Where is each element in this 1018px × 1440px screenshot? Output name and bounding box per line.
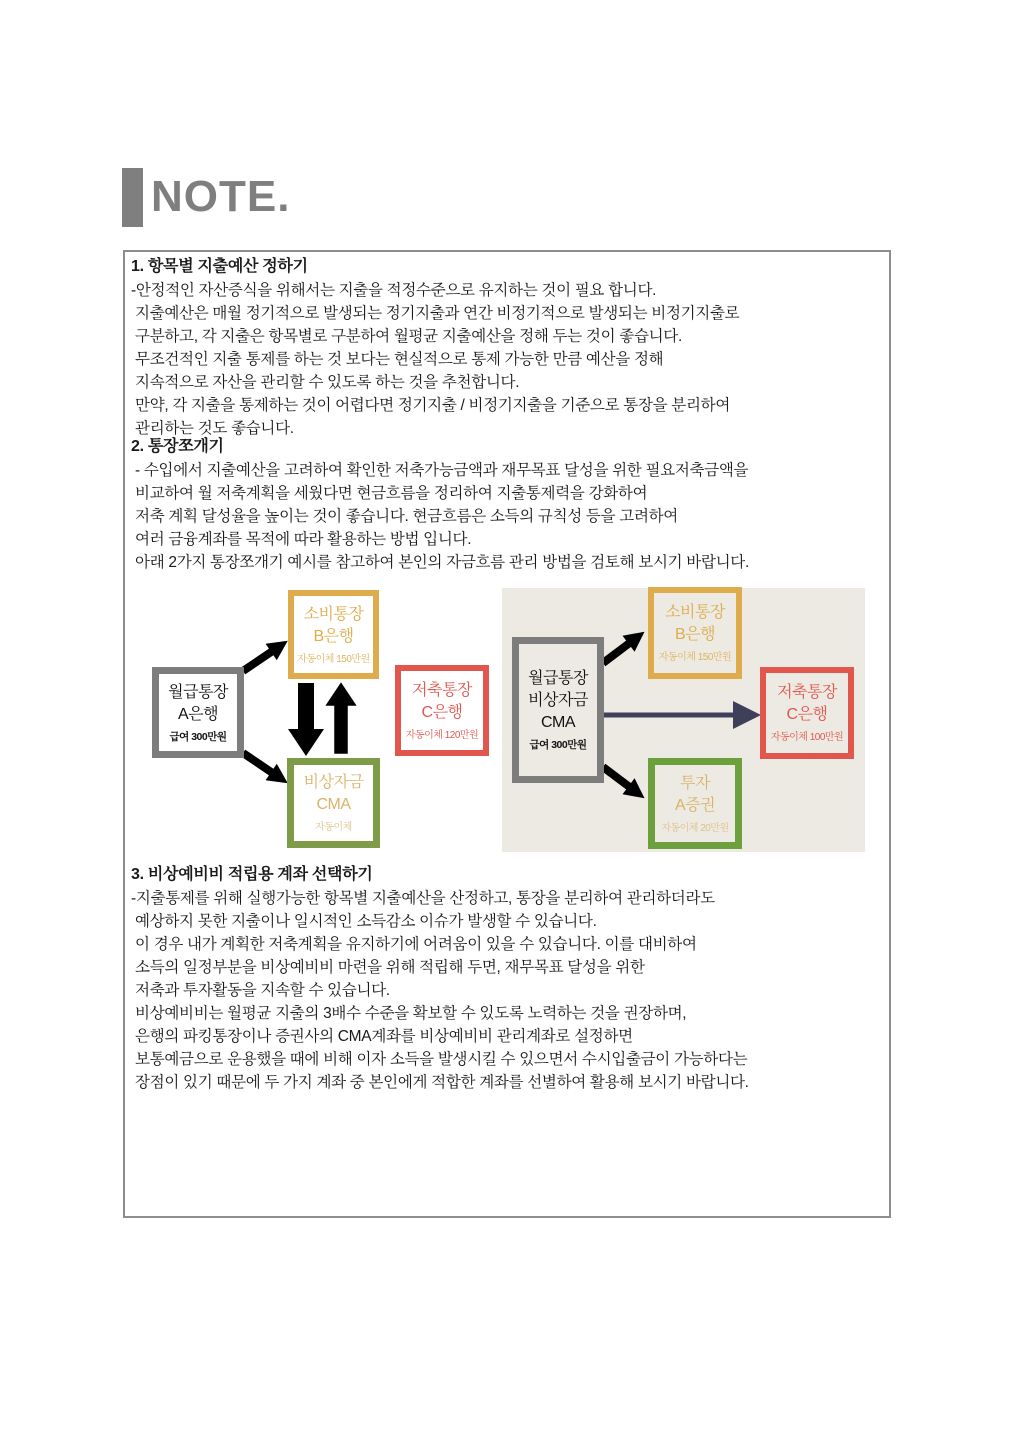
section-emergency-line: -지출통제를 위해 실행가능한 항목별 지출예산을 산정하고, 통장을 분리하여 관리하더라도 <box>131 890 715 907</box>
account-box-title: B은행 <box>674 626 716 643</box>
section-budget-line: 관리하는 것도 좋습니다. <box>131 420 294 437</box>
section-emergency-line: 저축과 투자활동을 지속할 수 있습니다. <box>131 982 390 999</box>
account-box-subtext: 자동이체 100만원 <box>770 732 844 743</box>
section-budget-line: 무조건적인 지출 통제를 하는 것 보다는 현실적으로 통제 가능한 만큼 예산을 정해 <box>131 351 664 368</box>
block-arrow-up <box>323 680 359 755</box>
account-box-title: 투자 <box>680 774 710 792</box>
section-budget-line: 지출예산은 매월 정기적으로 발생되는 정기지출과 연간 비정기적으로 발생되는 비정기지출로 <box>131 305 740 322</box>
account-box-title: 비상자금 <box>528 692 588 709</box>
block-arrow-down <box>288 683 324 756</box>
section-emergency-heading: 3. 비상예비비 적립용 계좌 선택하기 <box>131 866 373 883</box>
section-emergency-line: 비상예비비는 월평균 지출의 3배수 수준을 확보할 수 있도록 노력하는 것을 권장하며, <box>131 1005 687 1022</box>
arrow-salary-to-invest-right <box>597 759 651 806</box>
section-split-line: 저축 계획 달성율을 높이는 것이 좋습니다. 현금흐름은 소득의 규칙성 등을 고려하여 <box>131 508 678 525</box>
account-box-title: 저축통장 <box>777 684 837 701</box>
section-emergency-line: 이 경우 내가 계획한 저축계획을 유지하기에 어려움이 있을 수 있습니다. 이를 대비하여 <box>131 936 697 953</box>
section-emergency <box>131 863 883 1094</box>
section-budget-line: 만약, 각 지출을 통제하는 것이 어렵다면 정기지출 / 비정기지출을 기준으로 통장을 분리하여 <box>131 397 731 414</box>
section-emergency-line: 은행의 파킹통장이나 증권사의 CMA계좌를 비상예비비 관리계좌로 설정하면 <box>131 1028 633 1045</box>
section-budget-line: 구분하고, 각 지출은 항목별로 구분하여 월평균 지출예산을 정해 두는 것이 좋습니다. <box>131 328 682 345</box>
section-split-line: - 수입에서 지출예산을 고려하여 확인한 저축가능금액과 재무목표 달성을 위한 필요저축금액을 <box>131 462 749 479</box>
account-box-title: 월급통장 <box>168 683 228 701</box>
account-box-emergency-left <box>287 758 380 848</box>
account-box-title: 소비통장 <box>665 604 725 621</box>
section-emergency-line: 소득의 일정부분을 비상예비비 마련을 위해 적립해 두면, 재무목표 달성을 위한 <box>131 959 645 976</box>
account-box-title: CMA <box>316 796 351 813</box>
note-accent-bar <box>122 168 143 227</box>
account-box-title: C은행 <box>421 703 463 721</box>
account-box-title: B은행 <box>313 627 354 645</box>
account-box-subtext: 자동이체 150만원 <box>297 653 370 665</box>
account-box-spending-left <box>288 590 379 679</box>
section-budget-line: 지속적으로 자산을 관리할 수 있도록 하는 것을 추천합니다. <box>131 374 520 391</box>
arrow-salary-to-spending-right <box>597 624 651 671</box>
note-header <box>122 168 290 227</box>
account-box-title: A은행 <box>177 705 219 723</box>
content-box <box>123 250 891 1218</box>
account-box-subtext: 자동이체 20만원 <box>661 822 729 834</box>
account-box-title: 저축통장 <box>412 681 472 699</box>
note-title: NOTE. <box>151 172 291 221</box>
account-box-saving-right <box>760 667 854 759</box>
arrow-salary-to-spending-left <box>237 633 293 680</box>
section-emergency-line: 예상하지 못한 지출이나 일시적인 소득감소 이슈가 발생할 수 있습니다. <box>131 913 597 930</box>
account-box-invest-right <box>648 758 742 849</box>
account-box-title: A증권 <box>674 796 716 814</box>
section-budget <box>131 255 883 440</box>
account-box-subtext: 자동이체 150만원 <box>658 652 732 663</box>
account-box-salary-right <box>512 637 604 783</box>
account-box-salary-left <box>152 667 244 758</box>
arrow-salary-to-saving-right <box>603 701 761 729</box>
account-box-title: 월급통장 <box>528 670 588 687</box>
account-box-saving-left <box>395 665 489 756</box>
section-split <box>131 435 883 574</box>
section-split-line: 비교하여 월 저축계획을 세웠다면 현금흐름을 정리하여 지출통제력을 강화하여 <box>131 485 648 502</box>
section-emergency-line: 보통예금으로 운용했을 때에 비해 이자 소득을 발생시킬 수 있으면서 수시입출금이 가능하다는 <box>131 1051 748 1068</box>
account-flow-diagram <box>125 585 889 857</box>
account-box-title: 비상자금 <box>303 774 364 791</box>
account-box-title: CMA <box>540 714 576 731</box>
account-box-title: 소비통장 <box>303 605 364 623</box>
account-box-spending-right <box>648 587 742 679</box>
section-split-line: 아래 2가지 통장쪼개기 예시를 참고하여 본인의 자금흐름 관리 방법을 검토해 보시기 바랍니다. <box>131 554 749 571</box>
account-box-subtext: 급여 300만원 <box>529 739 587 751</box>
section-emergency-line: 장점이 있기 때문에 두 가지 계좌 중 본인에게 적합한 계좌를 선별하여 활용해 보시기 바랍니다. <box>131 1074 749 1091</box>
section-split-line: 여러 금융계좌를 목적에 따라 활용하는 방법 입니다. <box>131 531 472 548</box>
account-box-subtext: 자동이체 120만원 <box>405 729 479 741</box>
section-budget-line: -안정적인 자산증식을 위해서는 지출을 적정수준으로 유지하는 것이 필요 합니다. <box>131 282 657 299</box>
section-budget-heading: 1. 항목별 지출예산 정하기 <box>131 258 308 275</box>
section-split-heading: 2. 통장쪼개기 <box>131 438 224 455</box>
account-box-subtext: 급여 300만원 <box>169 730 227 743</box>
account-box-subtext: 자동이체 <box>315 822 352 833</box>
account-box-title: C은행 <box>786 706 828 723</box>
arrow-salary-to-emergency-left <box>237 745 293 792</box>
